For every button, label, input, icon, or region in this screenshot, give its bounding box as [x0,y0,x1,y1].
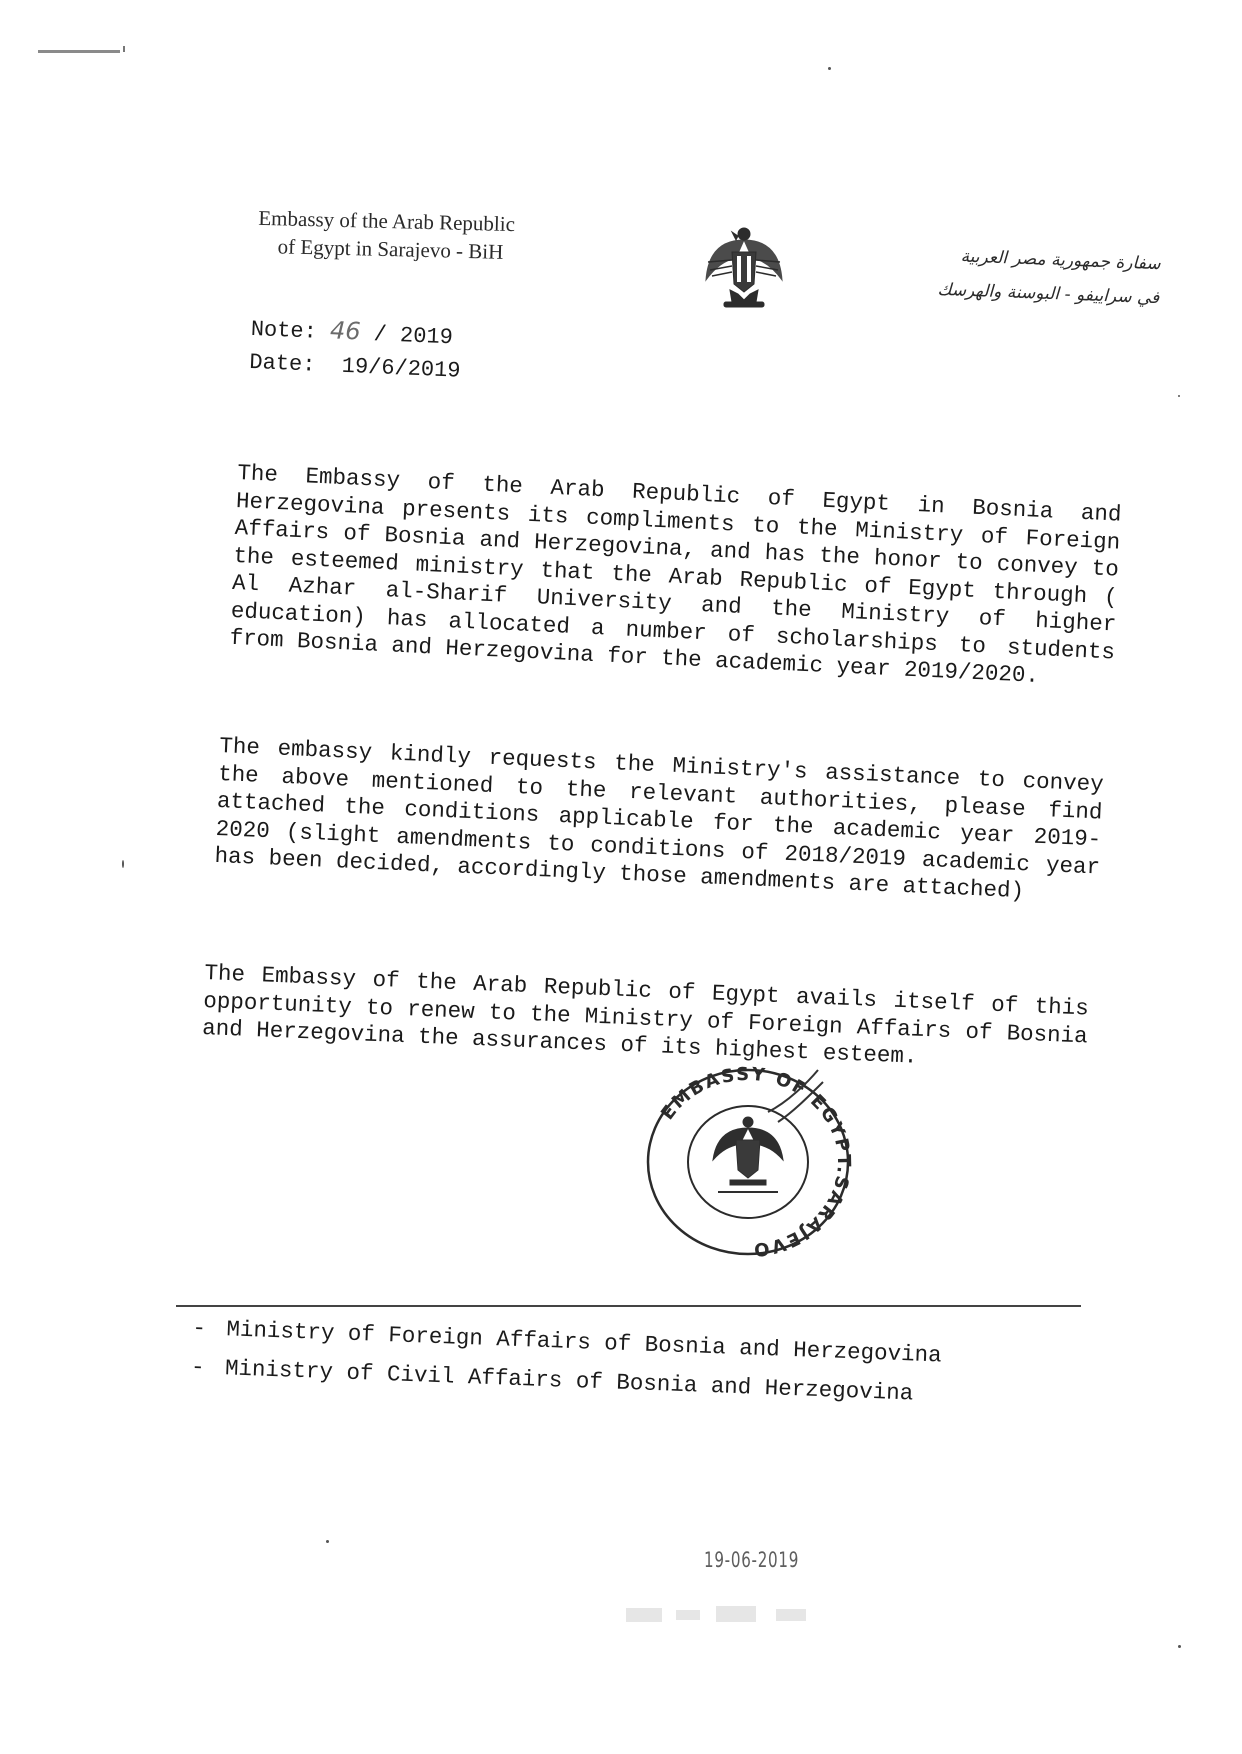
faint-bleed-through [626,1600,826,1630]
scan-speck [326,1540,329,1543]
list-dash: - [190,1353,206,1381]
embassy-name-arabic-line2: في سراييفو - البوسنة والهرسك [937,279,1160,309]
note-label: Note: [250,316,318,345]
recipients-divider [176,1305,1081,1307]
scan-speck [828,67,831,70]
recipient-name: Ministry of Foreign Affairs of Bosnia and Herzegovina [225,1316,943,1369]
paragraph-closing-courtesy: The Embassy of the Arab Republic of Egypt avails itself of this opportunity to renew to the Ministry of Foreign Affairs of Bosnia and Herzegovina the assurances of its highest esteem. [201,960,1090,1070]
recipient-name: Ministry of Civil Affairs of Bosnia and Herzegovina [224,1355,914,1407]
scan-mark [123,46,125,52]
date-value: 19/6/2019 [341,353,462,384]
embassy-name-line2: of Egypt in Sarajevo - BiH [277,234,504,264]
embassy-name-arabic [887,237,1161,315]
egypt-eagle-emblem-icon [702,222,786,308]
received-date-stamp: 19-06-2019 [704,1548,800,1572]
scan-speck [122,860,124,868]
list-dash: - [192,1314,207,1342]
seal-ring-text: EMBASSY OF EGYPT.SARAJEVO [657,1063,855,1261]
embassy-name-arabic-line1: سفارة جمهورية مصر العربية [960,246,1161,275]
scan-speck [1178,1645,1181,1648]
paragraph-assistance-request: The embassy kindly requests the Ministry's assistance to convey the above mentioned to the relevant authorities, please find attached the conditions applicable for the academic year 2019-2020 (slight amendments to conditions of 2018/2019 academic year has been decided, accordingly those amendments are attached) [214,733,1105,905]
note-reference [249,311,592,393]
official-seal-icon [618,1042,878,1274]
scan-speck [1178,395,1180,397]
embassy-name-english [257,204,598,268]
note-year: / 2019 [373,322,454,351]
recipients-list [191,1314,1093,1414]
embassy-name-line1: Embassy of the Arab Republic [258,205,516,237]
scan-mark [38,50,120,53]
date-label: Date: [248,349,316,378]
paragraph-scholarship-announcement: The Embassy of the Arab Republic of Egypt in Bosnia and Herzegovina presents its compliments to the Ministry of Foreign Affairs of Bosnia and Herzegovina, and has the honor to convey to the esteemed ministry that the Arab Republic of Egypt through ( Al Azhar al-Sharif University and the Ministry of higher education) has allocated a number of scholarships to students from Bosnia and Herzegovina for the academic year 2019/2020. [229,460,1123,689]
note-number: 46 [329,316,362,346]
